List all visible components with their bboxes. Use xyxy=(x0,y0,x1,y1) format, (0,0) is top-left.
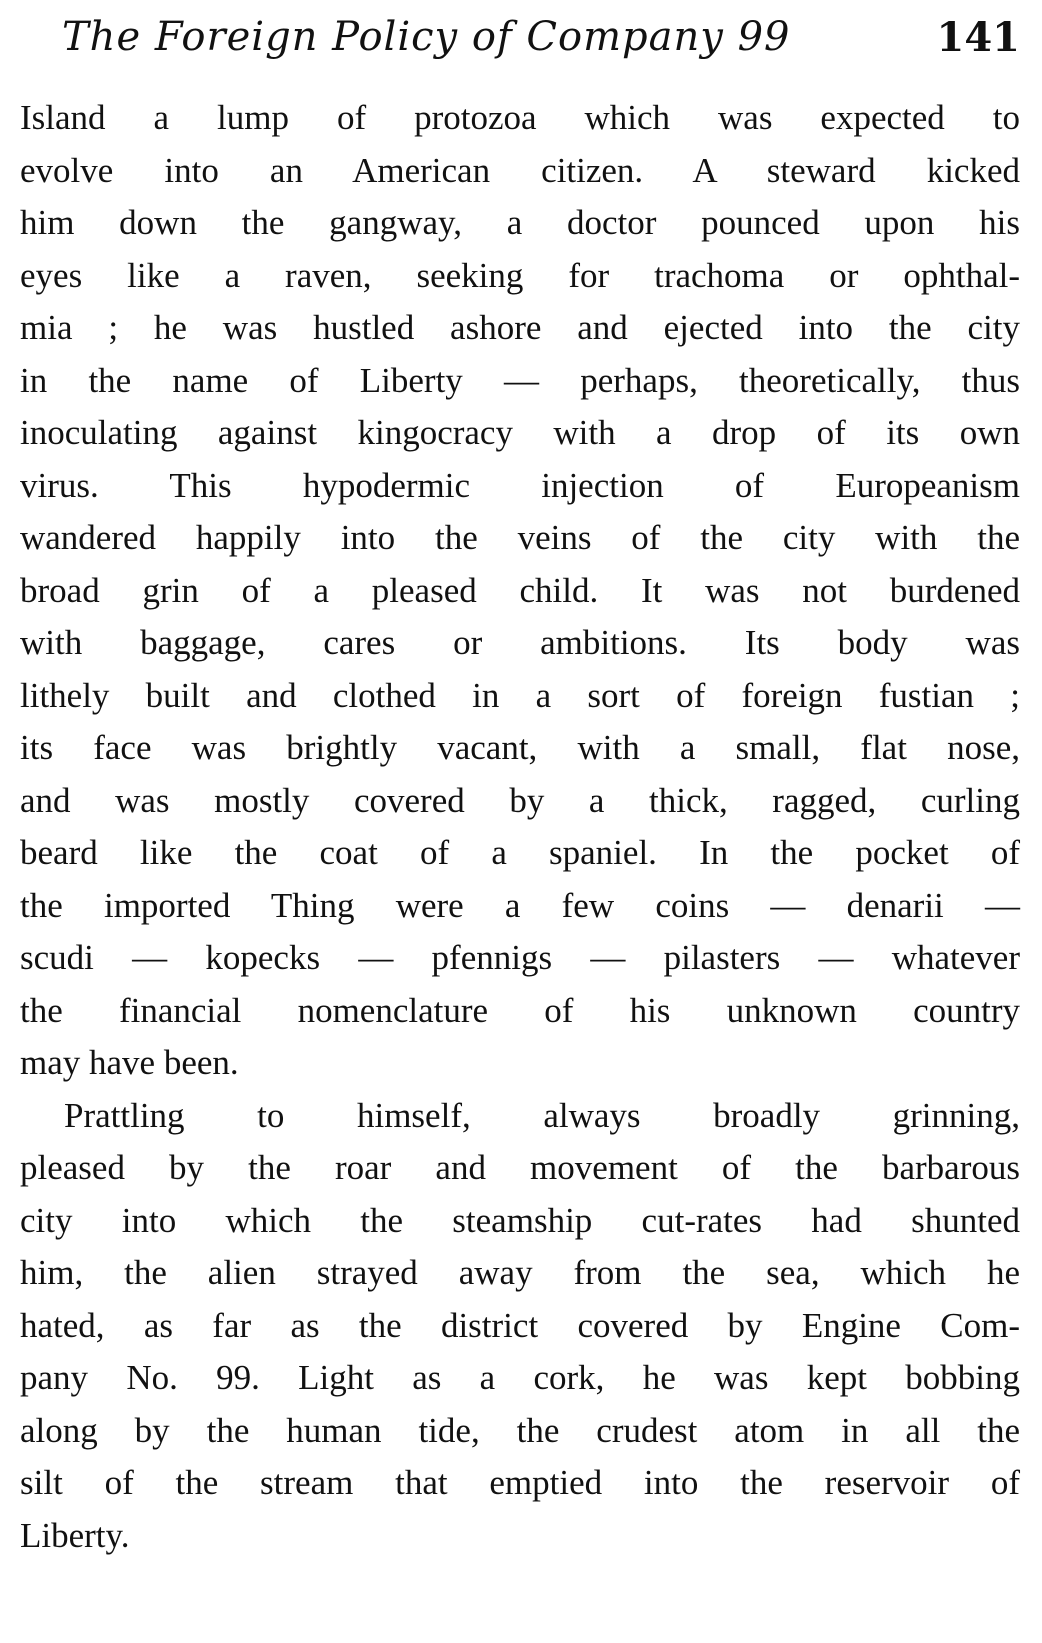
text-line: its face was brightly vacant, with a small, flat nose, xyxy=(20,728,1020,767)
paragraph xyxy=(20,92,1020,1090)
text-line: beard like the coat of a spaniel. In the pocket of xyxy=(20,833,1020,872)
text-line: and was mostly covered by a thick, ragged, curling xyxy=(20,780,1020,820)
text-line: hated, as far as the district covered by Engine Com- xyxy=(20,1305,1020,1345)
text-line: inoculating against kingocracy with a drop of its own xyxy=(20,413,1020,452)
text-line: along by the human tide, the crudest atom in all the xyxy=(20,1410,1020,1450)
text-line: silt of the stream that emptied into the reservoir of xyxy=(20,1463,1020,1502)
text-line: may have been. xyxy=(20,1043,239,1082)
running-title: The Foreign Policy of Company 99 xyxy=(62,14,791,60)
page-header xyxy=(20,0,1020,80)
text-line: Prattling to himself, always broadly grinning, xyxy=(64,1095,1020,1135)
text-line: in the name of Liberty — perhaps, theoretically, thus xyxy=(20,360,1020,400)
text-line: lithely built and clothed in a sort of foreign fustian ; xyxy=(20,675,1020,715)
text-line: mia ; he was hustled ashore and ejected into the city xyxy=(20,308,1020,347)
text-line: broad grin of a pleased child. It was not burdened xyxy=(20,570,1020,610)
text-line: Island a lump of protozoa which was expected to xyxy=(20,98,1020,137)
text-line: Liberty. xyxy=(20,1515,130,1555)
text-line: pany No. 99. Light as a cork, he was kept bobbing xyxy=(20,1358,1020,1397)
text-line: the financial nomenclature of his unknown country xyxy=(20,990,1020,1030)
text-line: wandered happily into the veins of the city with the xyxy=(20,518,1020,557)
text-line: city into which the steamship cut-rates had shunted xyxy=(20,1200,1020,1240)
page-number: 141 xyxy=(936,14,1020,61)
text-line: virus. This hypodermic injection of Europeanism xyxy=(20,465,1020,505)
text-line: evolve into an American citizen. A steward kicked xyxy=(20,150,1020,190)
text-line: pleased by the roar and movement of the barbarous xyxy=(20,1148,1020,1187)
text-line: eyes like a raven, seeking for trachoma or ophthal- xyxy=(20,255,1020,295)
book-page xyxy=(20,0,1020,1643)
text-line: scudi — kopecks — pfennigs — pilasters — whatever xyxy=(20,938,1020,977)
text-line: the imported Thing were a few coins — denarii — xyxy=(20,885,1020,925)
text-line: him down the gangway, a doctor pounced upon his xyxy=(20,203,1020,242)
body-text xyxy=(20,92,1020,1562)
paragraph xyxy=(20,1090,1020,1563)
text-line: him, the alien strayed away from the sea, which he xyxy=(20,1253,1020,1292)
text-line: with baggage, cares or ambitions. Its body was xyxy=(20,623,1020,662)
